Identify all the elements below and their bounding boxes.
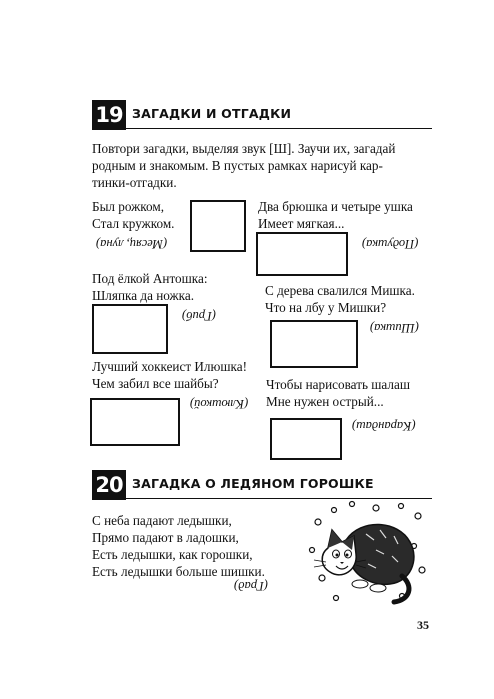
answer-moon: (Месяц, луна) [96,237,168,251]
riddle-mushroom [92,270,208,304]
drawing-frame-moon[interactable] [190,200,246,252]
instruction-text [92,140,442,191]
riddle-line: Был рожком, [92,199,165,214]
riddle-moon [92,198,174,232]
drawing-frame-bump[interactable] [270,320,358,368]
section-20-header [92,470,432,500]
answer-bump: (Шишка) [370,321,419,335]
riddle-line: С дерева свалился Мишка. [265,283,415,298]
riddle-pencil [266,376,410,410]
section-19-header [92,100,432,130]
riddle-line: Есть ледышки больше шишки. [92,564,265,579]
drawing-frame-mushroom[interactable] [92,304,168,354]
answer-hockey-stick: (Клюшкой) [190,397,249,411]
section-19-title: ЗАГАДКИ И ОТГАДКИ [132,106,292,121]
instruction-line: тинки-отгадки. [92,175,177,190]
answer-hail: (Град) [234,579,268,593]
riddle-line: Есть ледышки, как горошки, [92,547,253,562]
answer-pencil: (Карандаш) [352,419,416,433]
riddle-hail [92,512,265,580]
section-19-rule [126,128,432,129]
riddle-line: Два брюшка и четыре ушка [258,199,413,214]
drawing-frame-pencil[interactable] [270,418,342,460]
riddle-line: Имеет мягкая... [258,216,345,231]
riddle-line: Чем забил все шайбы? [92,376,219,391]
cat-with-hail-illustration [306,500,428,605]
drawing-frame-hockey-stick[interactable] [90,398,180,446]
answer-pillow: (Подушка) [362,237,419,251]
page-number: 35 [417,618,429,632]
riddle-line: Что на лбу у Мишки? [265,300,387,315]
riddle-line: Под ёлкой Антошка: [92,271,208,286]
drawing-frame-pillow[interactable] [256,232,348,276]
riddle-line: С неба падают ледышки, [92,513,232,528]
riddle-hockey-stick [92,358,247,392]
answer-mushroom: (Гриб) [182,309,216,323]
riddle-line: Мне нужен острый... [266,394,384,409]
riddle-pillow [258,198,413,232]
section-20-number: 20 [92,470,126,500]
section-20-title: ЗАГАДКА О ЛЕДЯНОМ ГОРОШКЕ [132,476,374,491]
riddle-line: Шляпка да ножка. [92,288,195,303]
section-19-number: 19 [92,100,126,130]
instruction-line: родным и знакомым. В пустых рамках нарисуй кар- [92,158,383,173]
riddle-bump [265,282,415,316]
riddle-line: Стал кружком. [92,216,175,231]
riddle-line: Чтобы нарисовать шалаш [266,377,410,392]
instruction-line: Повтори загадки, выделяя звук [Ш]. Заучи их, загадай [92,141,396,156]
section-20-rule [126,498,432,499]
riddle-line: Лучший хоккеист Илюшка! [92,359,247,374]
riddle-line: Прямо падают в ладошки, [92,530,239,545]
